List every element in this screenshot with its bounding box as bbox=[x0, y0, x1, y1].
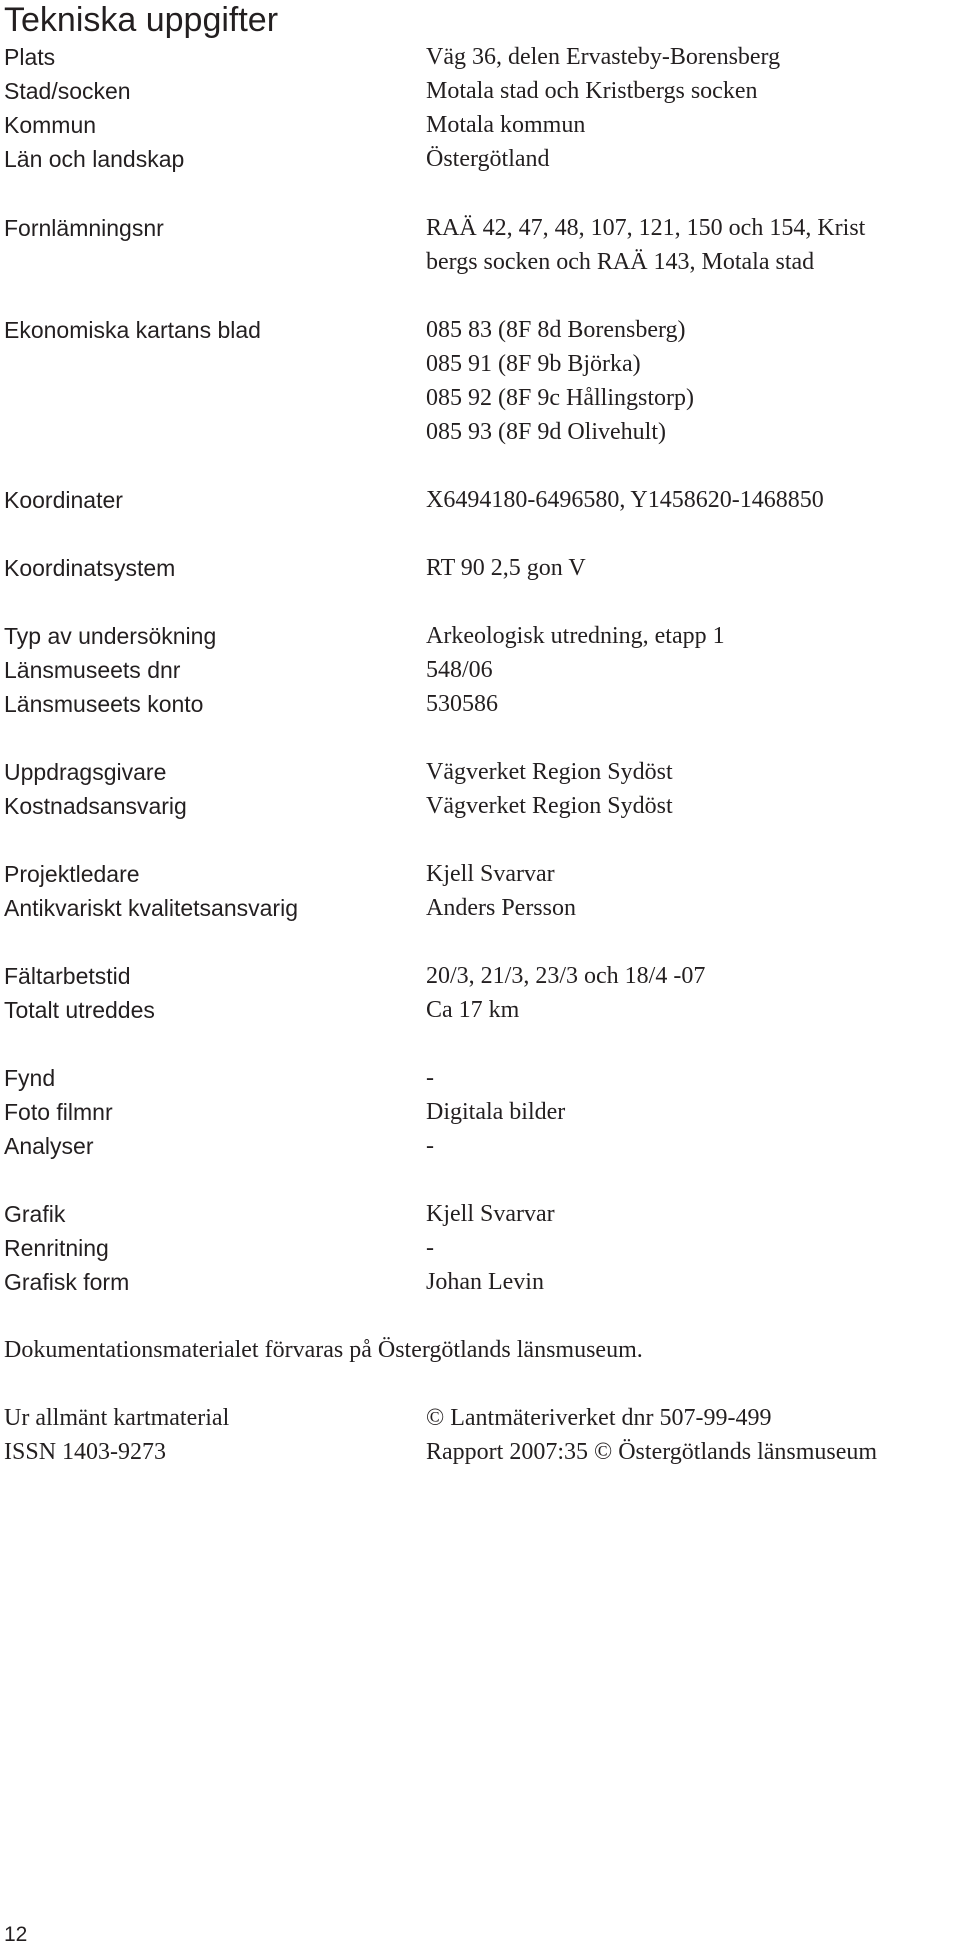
row-value-continued: 085 91 (8F 9b Björka) bbox=[426, 351, 641, 377]
row-label: Typ av undersökning bbox=[4, 623, 217, 649]
row-value-continued: 085 93 (8F 9d Olivehult) bbox=[426, 419, 666, 445]
row-label: Kommun bbox=[4, 112, 97, 138]
row-label: Fynd bbox=[4, 1065, 56, 1091]
row-label: Länsmuseets dnr bbox=[4, 657, 181, 683]
row-value: Kjell Svarvar bbox=[426, 1201, 555, 1227]
row-label: Koordinatsystem bbox=[4, 555, 176, 581]
row-label: Ekonomiska kartans blad bbox=[4, 317, 261, 343]
row-label: Totalt utreddes bbox=[4, 997, 155, 1023]
row-label: Plats bbox=[4, 44, 56, 70]
row-value: RAÄ 42, 47, 48, 107, 121, 150 och 154, Krist bbox=[426, 215, 866, 241]
row-label: Stad/socken bbox=[4, 78, 131, 104]
row-value: Johan Levin bbox=[426, 1269, 544, 1295]
row-label: Län och landskap bbox=[4, 146, 185, 172]
row-label: Grafisk form bbox=[4, 1269, 130, 1295]
row-value: Östergötland bbox=[426, 146, 550, 172]
row-value: Ca 17 km bbox=[426, 997, 520, 1023]
row-label: Kostnadsansvarig bbox=[4, 793, 187, 819]
row-value: Vägverket Region Sydöst bbox=[426, 759, 673, 785]
row-value: 548/06 bbox=[426, 657, 493, 683]
row-value: RT 90 2,5 gon V bbox=[426, 555, 586, 581]
row-value: Vägverket Region Sydöst bbox=[426, 793, 673, 819]
row-value: Motala kommun bbox=[426, 112, 586, 138]
row-label: Uppdragsgivare bbox=[4, 759, 167, 785]
row-value: Anders Persson bbox=[426, 895, 576, 921]
row-value: 20/3, 21/3, 23/3 och 18/4 -07 bbox=[426, 963, 706, 989]
row-label: Koordinater bbox=[4, 487, 123, 513]
row-label: Projektledare bbox=[4, 861, 140, 887]
row-value-continued: bergs socken och RAÄ 143, Motala stad bbox=[426, 249, 815, 275]
row-value: © Lantmäteriverket dnr 507-99-499 bbox=[426, 1405, 772, 1431]
row-value: Motala stad och Kristbergs socken bbox=[426, 78, 758, 104]
row-label: Grafik bbox=[4, 1201, 66, 1227]
row-label: ISSN 1403-9273 bbox=[4, 1439, 167, 1465]
row-value-continued: 085 92 (8F 9c Hållingstorp) bbox=[426, 385, 694, 411]
row-value: X6494180-6496580, Y1458620-1468850 bbox=[426, 487, 824, 513]
row-value: Arkeologisk utredning, etapp 1 bbox=[426, 623, 725, 649]
row-label: Analyser bbox=[4, 1133, 94, 1159]
row-label: Renritning bbox=[4, 1235, 109, 1261]
page-title: Tekniska uppgifter bbox=[4, 1, 279, 39]
row-label: Ur allmänt kartmaterial bbox=[4, 1405, 230, 1431]
row-value: - bbox=[426, 1065, 434, 1091]
row-label: Länsmuseets konto bbox=[4, 691, 204, 717]
row-value: Rapport 2007:35 © Östergötlands länsmuseum bbox=[426, 1439, 878, 1465]
storage-note-text: Dokumentationsmaterialet förvaras på Östergötlands länsmuseum. bbox=[4, 1337, 643, 1363]
row-value: Digitala bilder bbox=[426, 1099, 566, 1125]
row-value: Kjell Svarvar bbox=[426, 861, 555, 887]
row-label: Foto filmnr bbox=[4, 1099, 113, 1125]
row-value: 530586 bbox=[426, 691, 498, 717]
page-number: 12 bbox=[4, 1923, 28, 1946]
row-label: Fornlämningsnr bbox=[4, 215, 164, 241]
row-value: - bbox=[426, 1133, 434, 1159]
row-value: 085 83 (8F 8d Borensberg) bbox=[426, 317, 686, 343]
row-value: - bbox=[426, 1235, 434, 1261]
row-label: Antikvariskt kvalitetsansvarig bbox=[4, 895, 298, 921]
row-label: Fältarbetstid bbox=[4, 963, 131, 989]
row-value: Väg 36, delen Ervasteby-Borensberg bbox=[426, 44, 781, 70]
